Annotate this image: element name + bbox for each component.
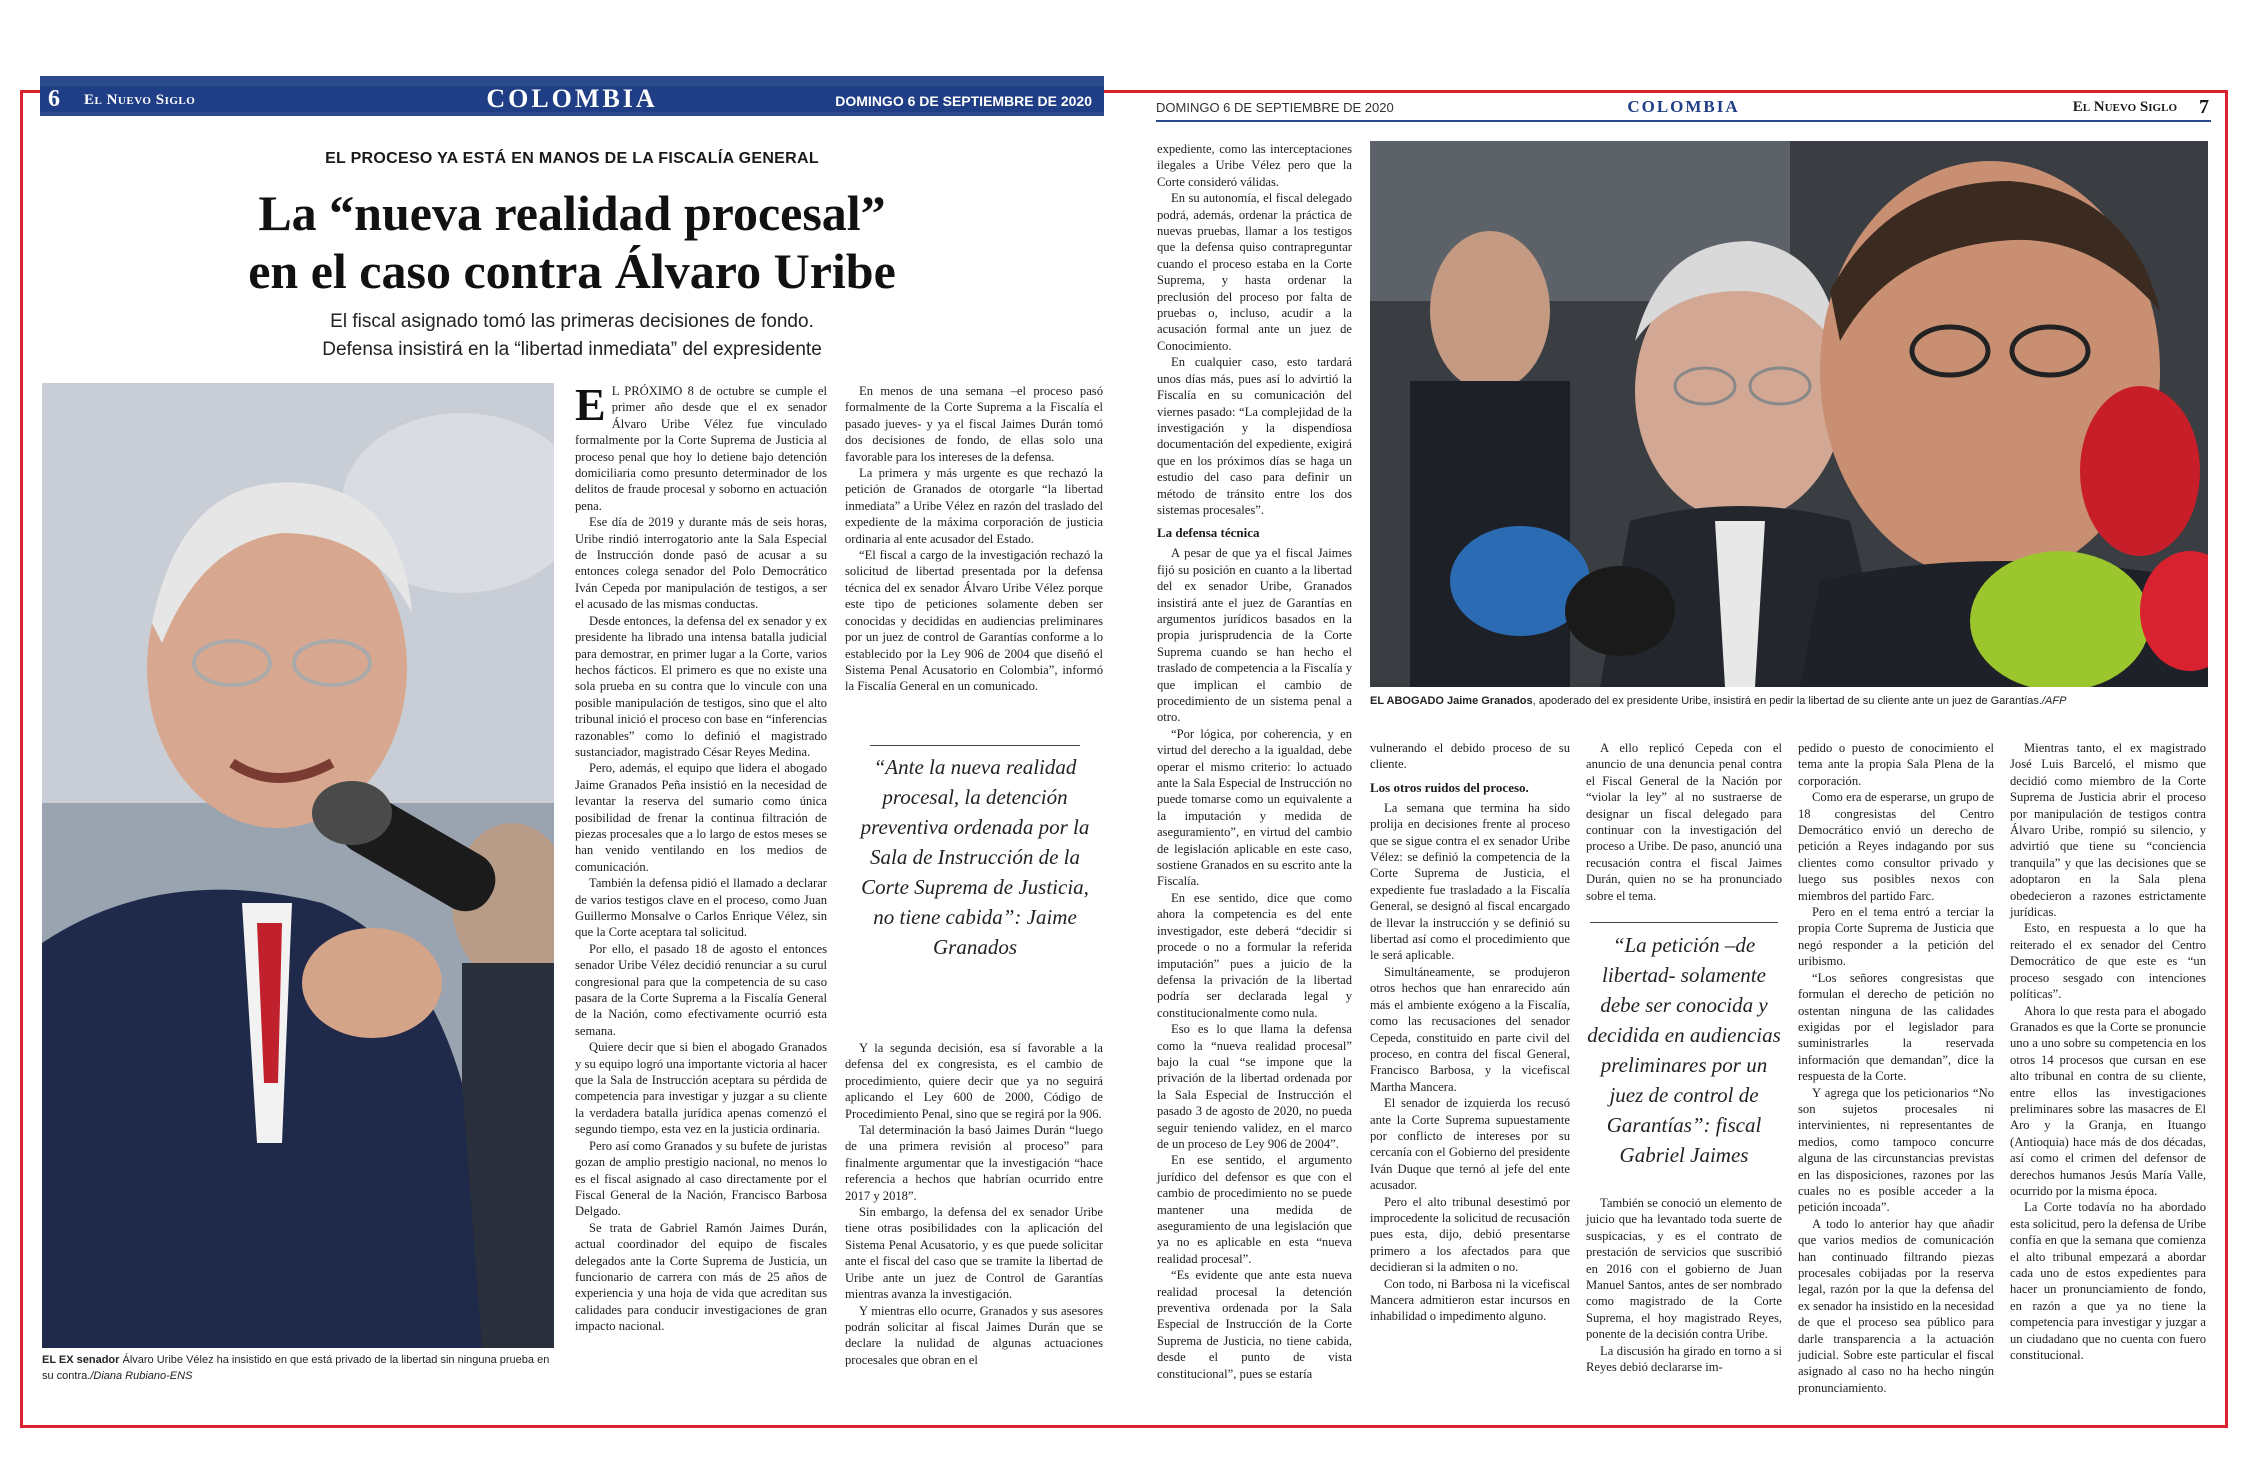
headline-line-1: La “nueva realidad procesal” (258, 185, 886, 241)
right-date: DOMINGO 6 DE SEPTIEMBRE DE 2020 (1156, 100, 1394, 115)
paragraph: Pero en el tema entró a terciar la propia Corte Suprema de Justicia que negó responder a la petición del uribismo. (1798, 905, 1994, 969)
paragraph: Y la segunda decisión, esa sí favorable a la defensa del ex congresista, es el cambio de procedimiento, quiere decir que ya no seguirá aplicando el Ley 600 de 2000, Código de Procedimiento Penal, sino que se regirá por la 906. (845, 1041, 1103, 1121)
caption-text: Álvaro Uribe Vélez ha insistido en que está privado de la libertad sin ninguna prueba en su contra. (42, 1354, 550, 1382)
paragraph: Con todo, ni Barbosa ni la vicefiscal Mancera admitieron estar incursos en inhabilidad o impedimento alguno. (1370, 1276, 1570, 1324)
pull-quote-jaimes: “La petición –de libertad- solamente debe ser conocida y decidida en audiencias preliminares por un juez de control de Garantías”: fiscal Gabriel Jaimes (1587, 933, 1781, 1167)
paragraph: Y mientras ello ocurre, Granados y sus asesores podrán solicitar al fiscal Jaimes Durán que se declare la nulidad de algunas actuaciones procesales que obran en el (845, 1303, 1103, 1367)
subheading-otros-ruidos: Los otros ruidos del proceso. (1370, 779, 1529, 795)
photo-granados-caption (1370, 693, 2208, 709)
article-column-4 (1370, 740, 1570, 1325)
paragraph: La discusión ha girado en torno a si Reyes debió declararse im- (1586, 1343, 1782, 1375)
article-column-7 (2010, 740, 2206, 1363)
right-paper-name: El Nuevo Siglo (2072, 99, 2177, 115)
left-date: DOMINGO 6 DE SEPTIEMBRE DE 2020 (835, 93, 1092, 109)
paragraph: También la defensa pidió el llamado a declarar de varios testigos clave en el proceso, como Juan Guillermo Monsalve o Carlos Enrique Vélez, sin que la Corte aceptara tal solicitud. (575, 876, 827, 940)
paragraph: Eso es lo que llama la defensa como la “nueva realidad procesal” bajo la cual “se impone que la privación de la libertad ordenada por la Sala Especial de Instrucción el pasado 3 de agosto de 2020, no pueda seguir teniendo validez, en el marco de un proceso de Ley 906 de 2004”. (1157, 1022, 1352, 1151)
photo-granados-uribe (1370, 141, 2208, 687)
paragraph: Desde entonces, la defensa del ex senador y ex presidente ha librado una intensa batalla judicial para demostrar, en primer lugar a la Corte, varios hechos fácticos. El primero es que no existe una sola prueba en su contra que lo vincule con una posible manipulación de testigos, sino que el alto tribunal inició el proceso con base en “inferencias razonables” como lo definió el magistrado sustanciador, magistrado César Reyes Medina. (575, 613, 827, 759)
paragraph: Pero, además, el equipo que lidera el abogado Jaime Granados Peña insistió en la necesidad de levantar la reserva del sumario como única posibilidad de frenar la continua filtración de piezas procesales que a lo largo de estos meses se han venido ventilando en los medios de comunicación. (575, 761, 827, 874)
paragraph: “El fiscal a cargo de la investigación rechazó la solicitud de libertad presentada por la defensa técnica del ex senador Álvaro Uribe Vélez porque este tipo de peticiones solamente deben ser conocidas y decididas en audiencias preliminares por un juez de control de Garantías conforme a lo establecido por la Ley 906 de 2004 que diseñó el Sistema Penal Acusatorio en Colombia”, informó la Fiscalía General en un comunicado. (845, 548, 1103, 694)
caption-lead: EL EX senador (42, 1354, 120, 1366)
paragraph: Quiere decir que si bien el abogado Granados y su equipo logró una importante victoria al hacer que la Sala de Instrucción aceptara su pérdida de competencia para investigar y juzgar a su cliente la verdadera batalla jurídica apenas comenzó el segundo tiempo, esta vez en la justicia ordinaria. (575, 1040, 827, 1137)
paragraph: Pero así como Granados y su bufete de juristas gozan de amplio prestigio nacional, no menos lo es el fiscal asignado al caso directamente por el Fiscal General de la Nación, Francisco Barbosa Delgado. (575, 1138, 827, 1219)
paragraph: A pesar de que ya el fiscal Jaimes fijó su posición en cuanto a la libertad del ex senador Uribe, Granados insistirá ante el juez de Garantías en argumentos jurídicos basados en la propia jurisprudencia de la Corte Suprema cuando se han hecho el traslado de competencia a la Fiscalía y que implican el cambio de procedimiento de un sistema penal a otro. (1157, 546, 1352, 725)
right-page-header (1156, 94, 2211, 122)
article-headline (40, 184, 1104, 300)
right-page-number: 7 (2199, 96, 2209, 118)
subhead-line-1: El fiscal asignado tomó las primeras decisiones de fondo. (330, 311, 814, 332)
paragraph: También se conoció un elemento de juicio que ha levantado toda suerte de suspicacias, y es el contrato de prestación de servicios que suscribió en 2016 con el gobierno de Juan Manuel Santos, antes de ser nombrado como magistrado de la Corte Suprema, el hoy magistrado Reyes, ponente de la decisión contra Uribe. (1586, 1196, 1782, 1342)
photo-uribe-caption (42, 1352, 554, 1384)
paragraph: Sin embargo, la defensa del ex senador Uribe tiene otras posibilidades con la aplicación del Sistema Penal Acusatorio, y es que puede solicitar ante el fiscal del caso que se tramite la libertad de Uribe ante un juez de Control de Garantías mientras avanza la investigación. (845, 1205, 1103, 1302)
paragraph: La Corte todavía no ha abordado esta solicitud, pero la defensa de Uribe confía en que la semana que comienza el alto tribunal empezará a abordar cada uno de estos expedientes para hacer un pronunciamiento de fondo, en razón a que ya no tiene la competencia para investigar y juzgar a un ciudadano que no cuenta con fuero constitucional. (2010, 1200, 2206, 1363)
paragraph: Simultáneamente, se produjeron otros hechos que han enrarecido aún más el ambiente exógeno a la Fiscalía, como las recusaciones del senador Cepeda, constituido en parte civil del proceso, en contra del fiscal General, Francisco Barbosa, y la vicefiscal Martha Mancera. (1370, 964, 1570, 1094)
paragraph: La primera y más urgente es que rechazó la petición de Granados de otorgarle “la libertad inmediata” a Uribe Vélez en razón del traslado del expediente de la máxima corporación de justicia ordinaria al ente acusador del Estado. (845, 466, 1103, 546)
left-section-title: COLOMBIA (486, 84, 658, 113)
article-column-2-top (845, 383, 1103, 695)
paragraph: Se trata de Gabriel Ramón Jaimes Durán, actual coordinador del equipo de fiscales delegados ante la Corte Suprema de Justicia, un funcionario de carrera con más de 25 años de experiencia y una hoja de vida que acreditan sus calidades para conducir investigaciones de gran impacto nacional. (575, 1220, 827, 1334)
article-column-1 (575, 379, 827, 1335)
pull-quote-granados: “Ante la nueva realidad procesal, la detención preventiva ordenada por la Sala de Instrucción de la Corte Suprema de Justicia, no tiene cabida”: Jaime Granados (860, 755, 1090, 959)
left-page-number: 6 (48, 86, 60, 112)
headline-line-2: en el caso contra Álvaro Uribe (248, 243, 896, 299)
photo-granados-illustration (1370, 141, 2208, 687)
paragraph: En su autonomía, el fiscal delegado podrá, además, ordenar la práctica de nuevas pruebas, llamar a los testigos que la defensa quiso contrapreguntar cuando el proceso estaba en la Corte Suprema, y hasta ordenar la preclusión del proceso por falta de pruebas o, incluso, acudir a la acusación formal ante un juez de Conocimiento. (1157, 191, 1352, 353)
left-page-header (40, 76, 1104, 120)
caption-credit: /AFP (2041, 695, 2067, 707)
subhead-line-2: Defensa insistirá en la “libertad inmediata” del expresidente (322, 339, 822, 360)
paragraph: Esto, en respuesta a lo que ha reiterado el ex senador del Centro Democrático de que este es “un proceso sesgado con intenciones políticas”. (2010, 921, 2206, 1002)
caption-credit: /Diana Rubiano-ENS (90, 1370, 193, 1382)
paragraph: Tal determinación la basó Jaimes Durán “luego de una primera revisión al proceso” para finalmente argumentar que la investigación “hace referencia a hechos que habrían ocurrido entre 2017 y 2018”. (845, 1123, 1103, 1203)
paragraph: Por ello, el pasado 18 de agosto el entonces senador Uribe Vélez decidió renunciar a su curul congresional para que la competencia de su caso pasara de la Corte Suprema a la Fiscalía General de la Nación, como efectivamente ocurrió esta semana. (575, 941, 827, 1038)
pull-quote-rule (870, 745, 1080, 746)
paragraph: “Los señores congresistas que formulan el derecho de petición no ostentan ninguna de las calidades exigidas por el legislador para suministrarles la reservada información que demandan”, dice la respuesta de la Corte. (1798, 970, 1994, 1084)
paragraph: Mientras tanto, el ex magistrado José Luis Barceló, el mismo que decidió como miembro de la Corte Suprema de Justicia abrir el proceso por manipulación de testigos contra Álvaro Uribe, rompió su silencio, y advirtió que tiene su “conciencia tranquila” y que las decisiones que se adoptaron en la Sala plena obedecieron a razones estrictamente jurídicas. (2010, 741, 2206, 920)
right-section-title: COLOMBIA (1627, 97, 1740, 116)
drop-cap: E (575, 379, 606, 430)
caption-lead: EL ABOGADO Jaime Granados (1370, 695, 1533, 707)
paragraph: L PRÓXIMO 8 de octubre se cumple el primer año desde que el ex senador Álvaro Uribe Vélez fue vinculado formalmente por la Corte Suprema de Justicia al proceso penal que hoy lo detiene bajo detención domiciliaria como presunto determinador de los delitos de fraude procesal y soborno en actuación pena. (575, 384, 827, 513)
paragraph: Y agrega que los peticionarios “No son sujetos procesales ni intervinientes, ni representantes de medios, como tampoco concurre alguna de las circunstancias previstas en las disposiciones, razones por las cuales no es posible acceder a la petición incoada”. (1798, 1085, 1994, 1215)
left-paper-name: El Nuevo Siglo (84, 92, 196, 108)
paragraph: “Es evidente que ante esta nueva realidad procesal la detención preventiva ordenada por la Sala Especial de Instrucción de la Corte Suprema de Justicia, no tiene cabida, desde el punto de vista constitucional”, pues se estaría (1157, 1268, 1352, 1381)
article-column-2-bottom (845, 1040, 1103, 1368)
paragraph: La semana que termina ha sido prolija en decisiones frente al proceso que se sigue contra el ex senador Uribe Vélez: se definió la competencia de la Corte Suprema de Justicia, el expediente fue trasladado a la Fiscalía General, se designó al fiscal encargado de llevar la instrucción y se definió su libertad así como el procedimiento que le será aplicable. (1370, 800, 1570, 963)
paragraph: expediente, como las interceptaciones ilegales a Uribe Vélez pero que la Corte consideró válidas. (1157, 142, 1352, 189)
paragraph: A todo lo anterior hay que añadir que varios medios de comunicación han continuado filtrando piezas procesales cobijadas por la reserva legal, razón por la que la defensa del ex senador ha insistido en la necesidad de que el proceso sea público para darle transparencia a la actuación judicial. Sobre este particular el fiscal asignado al caso no ha hecho ningún pronunciamiento. (1798, 1216, 1994, 1395)
article-kicker: EL PROCESO YA ESTÁ EN MANOS DE LA FISCALÍA GENERAL (325, 150, 819, 167)
paragraph: En ese sentido, dice que como ahora la competencia es del ente investigador, este deberá “decidir si procede o no a formular la referida imputación” pues a juicio de la defensa la privación de la libertad podría ser declarada legal y constitucionalmente como nula. (1157, 890, 1352, 1020)
paragraph: Ese día de 2019 y durante más de seis horas, Uribe rindió interrogatorio ante la Sala Especial de Instrucción donde pasó de acusar a su entonces colega senador del Polo Democrático Iván Cepeda por manipulación de testigos, a ser el acusado de las mismas conductas. (575, 515, 827, 612)
paragraph: El senador de izquierda los recusó ante la Corte Suprema supuestamente por conflicto de intereses por su cercanía con el Gobierno del presidente Iván Duque que ternó al jefe del ente acusador. (1370, 1096, 1570, 1193)
article-column-6 (1798, 740, 1994, 1396)
paragraph: Pero el alto tribunal desestimó por improcedente la solicitud de recusación pues esta, dijo, debió presentarse primero a los afectados para que decidieran si la admiten o no. (1370, 1194, 1570, 1275)
paragraph: Ahora lo que resta para el abogado Granados es que la Corte se pronuncie uno a uno sobre su competencia en los otros 14 procesos que cursan en ese alto tribunal en contra de su cliente, entre ellos las investigaciones preliminares sobre las masacres de El Aro y la Granja, en Ituango (Antioquia) hace más de dos décadas, así como el crimen del defensor de derechos humanos Jesús María Valle, ocurrido por la misma época. (2010, 1003, 2206, 1198)
paragraph: vulnerando el debido proceso de su cliente. (1370, 741, 1570, 772)
paragraph: Como era de esperarse, un grupo de 18 congresistas del Centro Democrático envió un derecho de petición a Reyes indagando por sus clientes como consultor privado y luego sus posibles nexos con miembros del partido Farc. (1798, 790, 1994, 903)
paragraph: pedido o puesto de conocimiento el tema ante la propia Sala Plena de la corporación. (1798, 741, 1994, 788)
paragraph: A ello replicó Cepeda con el anuncio de una denuncia penal contra el Fiscal General de la Nación por “violar la ley” al no sustraerse de designar un fiscal delegado para continuar con la investigación del proceso a Uribe. De paso, anunció una recusación contra el fiscal Jaimes Durán, quien no se ha pronunciado sobre el tema. (1586, 741, 1782, 903)
article-column-3 (1157, 141, 1352, 1382)
article-column-5-top (1586, 740, 1782, 904)
article-column-5-bottom (1586, 1195, 1782, 1375)
paragraph: “Por lógica, por coherencia, y en virtud del derecho a la igualdad, debe operar el mismo criterio: lo actuado ante la Sala Especial de Instrucción no puede tomarse como un equivalente a la imputación y medida de aseguramiento”, en virtud del cambio de legislación aplicable en este caso, sostiene Granados en su escrito ante la Fiscalía. (1157, 726, 1352, 889)
photo-uribe-illustration (42, 383, 554, 1348)
paragraph: En ese sentido, el argumento jurídico del defensor es que con el cambio de procedimiento no se puede mantener una medida de aseguramiento de una legislación que ya no es aplicable en esta “nueva realidad procesal”. (1157, 1153, 1352, 1266)
paragraph: En menos de una semana –el proceso pasó formalmente de la Corte Suprema a la Fiscalía el pasado jueves- y ya el fiscal Jaimes Durán tomó dos decisiones de fondo, de ellas solo una favorable para los intereses de la defensa. (845, 384, 1103, 464)
subheading-defensa-tecnica: La defensa técnica (1157, 525, 1260, 541)
pull-quote-rule (1590, 922, 1778, 923)
photo-uribe (42, 383, 554, 1348)
caption-text: , apoderado del ex presidente Uribe, insistirá en pedir la libertad de su cliente ante un juez de Garantías. (1532, 695, 2042, 707)
article-subhead (40, 308, 1104, 364)
paragraph: En cualquier caso, esto tardará unos días más, pues así lo advirtió la Fiscalía en su comunicación del viernes pasado: “La complejidad de la investigación y la dispendiosa documentación del expediente, exigirá que en los próximos días se haga un estudio del caso para definir un método de tránsito entre los dos sistemas procesales”. (1157, 355, 1352, 517)
